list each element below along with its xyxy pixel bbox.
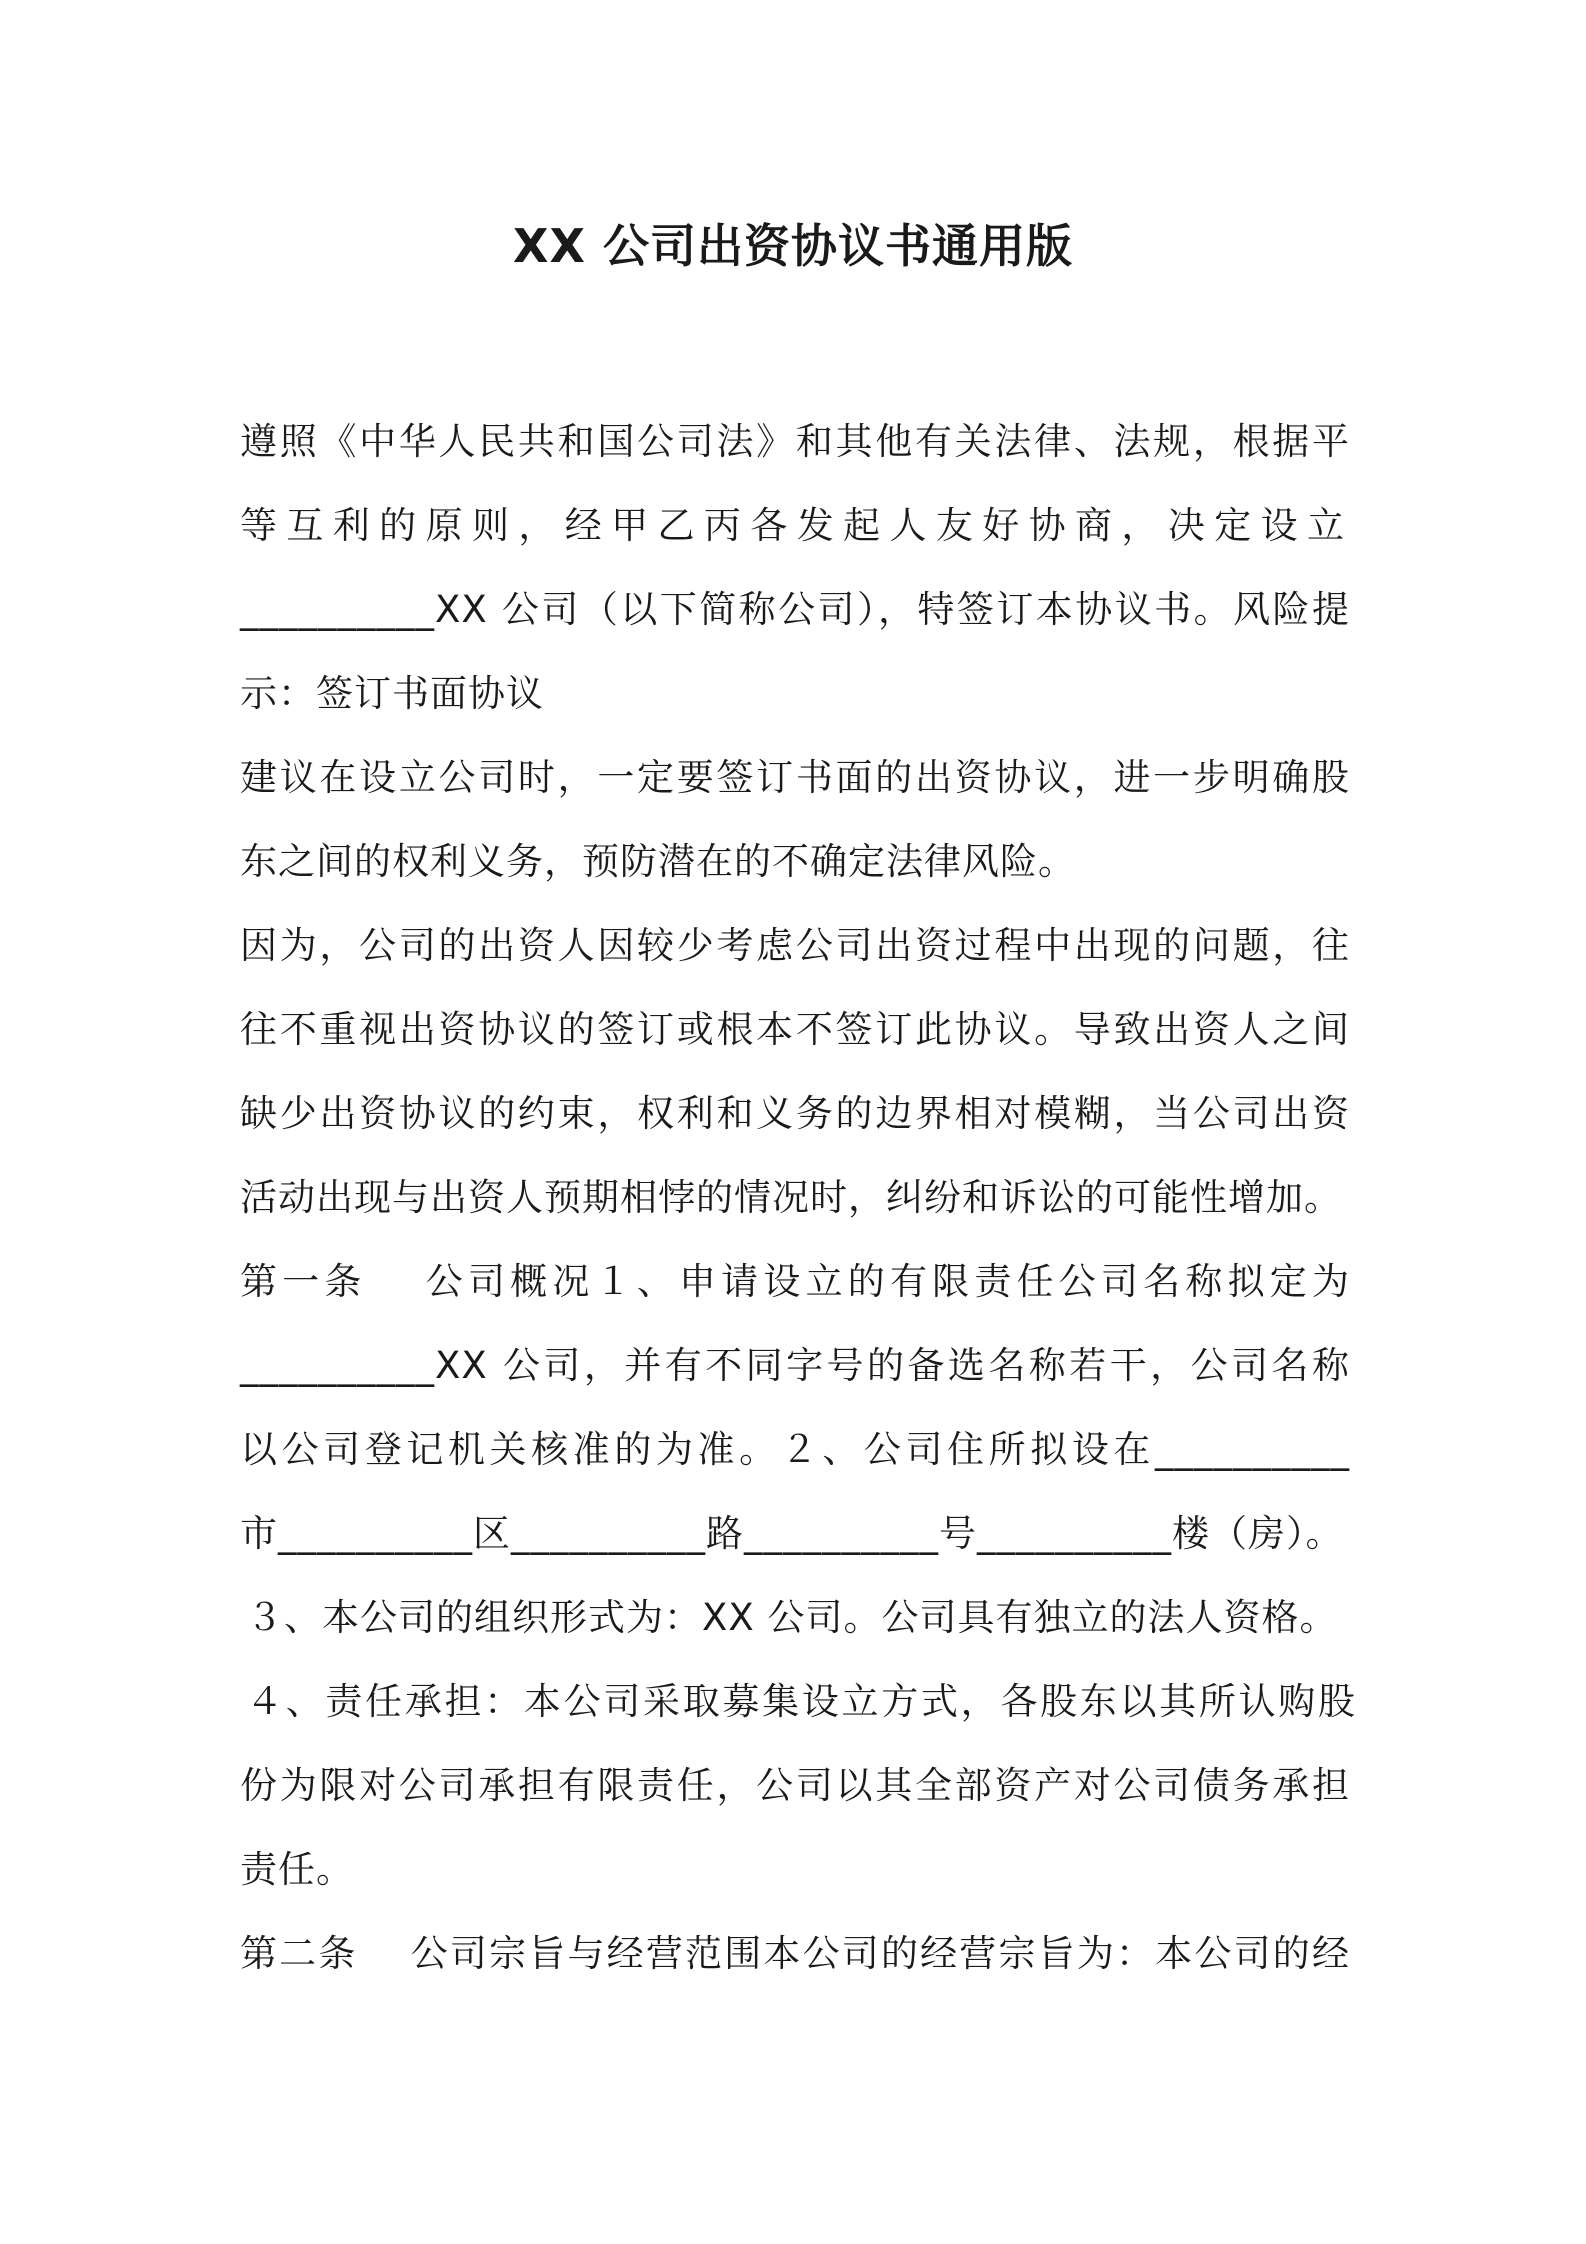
paragraph-line: 遵照《中华人民共和国公司法》和其他有关法律、法规，根据平 (240, 420, 1350, 463)
document-title: XX 公司出资协议书通用版 (513, 219, 1073, 273)
paragraph-line: ４、责任承担：本公司采取募集设立方式，各股东以其所认购股 (246, 1680, 1356, 1723)
paragraph-line: __________XX 公司（以下简称公司），特签订本协议书。风险提 (240, 588, 1350, 631)
paragraph-line: 活动出现与出资人预期相悖的情况时，纠纷和诉讼的可能性增加。 (240, 1176, 1342, 1219)
paragraph-line: ３、本公司的组织形式为：XX 公司。公司具有独立的法人资格。 (246, 1596, 1338, 1639)
article-heading-line: 第二条 公司宗旨与经营范围本公司的经营宗旨为：本公司的经 (240, 1932, 1350, 1975)
article-heading-line: 第一条 公司概况１、申请设立的有限责任公司名称拟定为 (240, 1260, 1350, 1303)
paragraph-line: 等互利的原则，经甲乙丙各发起人友好协商，决定设立 (240, 504, 1350, 547)
paragraph-line: 建议在设立公司时，一定要签订书面的出资协议，进一步明确股 (240, 756, 1350, 799)
paragraph-line: 往不重视出资协议的签订或根本不签订此协议。导致出资人之间 (240, 1008, 1350, 1051)
document-body (240, 400, 1390, 1996)
paragraph-line: __________XX 公司，并有不同字号的备选名称若干，公司名称 (240, 1344, 1350, 1387)
paragraph-line: 以公司登记机关核准的为准。２、公司住所拟设在__________ (240, 1428, 1350, 1471)
paragraph-line: 示：签订书面协议 (240, 672, 544, 715)
paragraph-line: 因为，公司的出资人因较少考虑公司出资过程中出现的问题，往 (240, 924, 1350, 967)
paragraph-line: 责任。 (240, 1848, 354, 1891)
paragraph-line: 份为限对公司承担有限责任，公司以其全部资产对公司债务承担 (240, 1764, 1350, 1807)
paragraph-line: 缺少出资协议的约束，权利和义务的边界相对模糊，当公司出资 (240, 1092, 1350, 1135)
paragraph-line: 东之间的权利义务，预防潜在的不确定法律风险。 (240, 840, 1076, 883)
paragraph-line: 市__________区__________路__________号__________楼（房）。 (240, 1512, 1344, 1555)
